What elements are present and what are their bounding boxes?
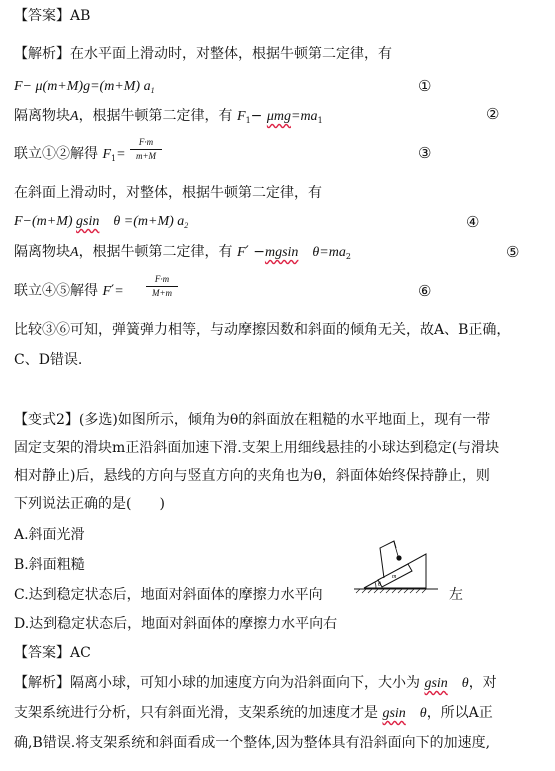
variant-label: 【变式2】 — [14, 412, 79, 428]
hanging-string — [394, 542, 398, 556]
answer-value: AB — [70, 8, 91, 24]
equation-number-6: ⑥ — [418, 282, 432, 300]
isolate-line-2: 隔离物块A，根据牛顿第二定律，有 F′ −mgsin $\theta=ma_2$ — [14, 244, 351, 261]
equation-4: F−(m+M) gsin θ =(m+M) $a_2$ — [14, 214, 189, 230]
block-label: m — [392, 574, 397, 580]
option-c-tail: 左 — [449, 587, 463, 603]
answer-label-2: 【答案】 — [14, 645, 70, 661]
equation-number-3: ③ — [418, 144, 432, 162]
solve-line-1: 联立①②解得 $F_1=$ — [14, 146, 126, 163]
answer-line-2 — [14, 643, 91, 663]
fraction-1: F·m m+M — [130, 137, 162, 162]
analysis2-line-1: 【解析】隔离小球，可知小球的加速度方向为沿斜面向下，大小为 gsin θ，对 — [14, 675, 497, 691]
incline-intro: 在斜面上滑动时，对整体，根据牛顿第二定律，有 — [14, 185, 322, 201]
angle-arc — [375, 582, 376, 588]
equation-number-4: ④ — [466, 213, 480, 231]
answer-line-1 — [14, 6, 90, 26]
angle-label: θ — [378, 582, 381, 588]
hanging-ball — [396, 555, 401, 560]
analysis2-line-3: 确,B错误.将支架系统和斜面看成一个整体,因为整体具有沿斜面向下的加速度, — [14, 735, 491, 751]
variant-line-1: 【变式2】(多选)如图所示，倾角为θ的斜面放在粗糙的水平地面上，现有一带 — [14, 412, 491, 428]
incline-figure — [350, 538, 440, 598]
analysis-intro-text: 在水平面上滑动时，对整体，根据牛顿第二定律，有 — [70, 46, 392, 62]
option-b: B.斜面粗糙 — [14, 557, 85, 573]
option-d: D.达到稳定状态后，地面对斜面体的摩擦力水平向右 — [14, 616, 338, 632]
answer-value-2: AC — [70, 645, 91, 661]
option-c: C.达到稳定状态后，地面对斜面体的摩擦力水平向 — [14, 587, 323, 603]
variant-line-3: 相对静止)后，悬线的方向与竖直方向的夹角也为θ，斜面体始终保持静止，则 — [14, 468, 490, 484]
analysis2-line-2: 支架系统进行分析，只有斜面光滑，支架系统的加速度才是 gsin θ，所以A正 — [14, 705, 493, 721]
answer-label: 【答案】 — [14, 8, 70, 24]
equation-number-2: ② — [486, 105, 500, 123]
solve-line-2: 联立④⑤解得 F′= — [14, 283, 124, 299]
isolate-line-1: 隔离物块A，根据牛顿第二定律，有 $F_1- \mu mg=ma_1$ — [14, 108, 323, 125]
variant-line-4: 下列说法正确的是( ) — [14, 496, 165, 512]
fraction-2: F·m M+m — [146, 274, 178, 299]
equation-number-5: ⑤ — [506, 243, 520, 261]
ground-hatch — [356, 589, 426, 593]
option-a: A.斜面光滑 — [14, 527, 85, 543]
analysis-label: 【解析】 — [14, 46, 70, 62]
analysis-intro — [14, 44, 392, 64]
conclusion-line-1: 比较③⑥可知，弹簧弹力相等，与动摩擦因数和斜面的倾角无关，故A、B正确， — [14, 322, 511, 338]
variant-line-2: 固定支架的滑块m正沿斜面加速下滑.支架上用细线悬挂的小球达到稳定(与滑块 — [14, 440, 500, 456]
equation-1: F− μ(m+M)g=(m+M) $a_1$ — [14, 79, 155, 95]
equation-number-1: ① — [418, 77, 432, 95]
conclusion-line-2: C、D错误. — [14, 352, 83, 368]
